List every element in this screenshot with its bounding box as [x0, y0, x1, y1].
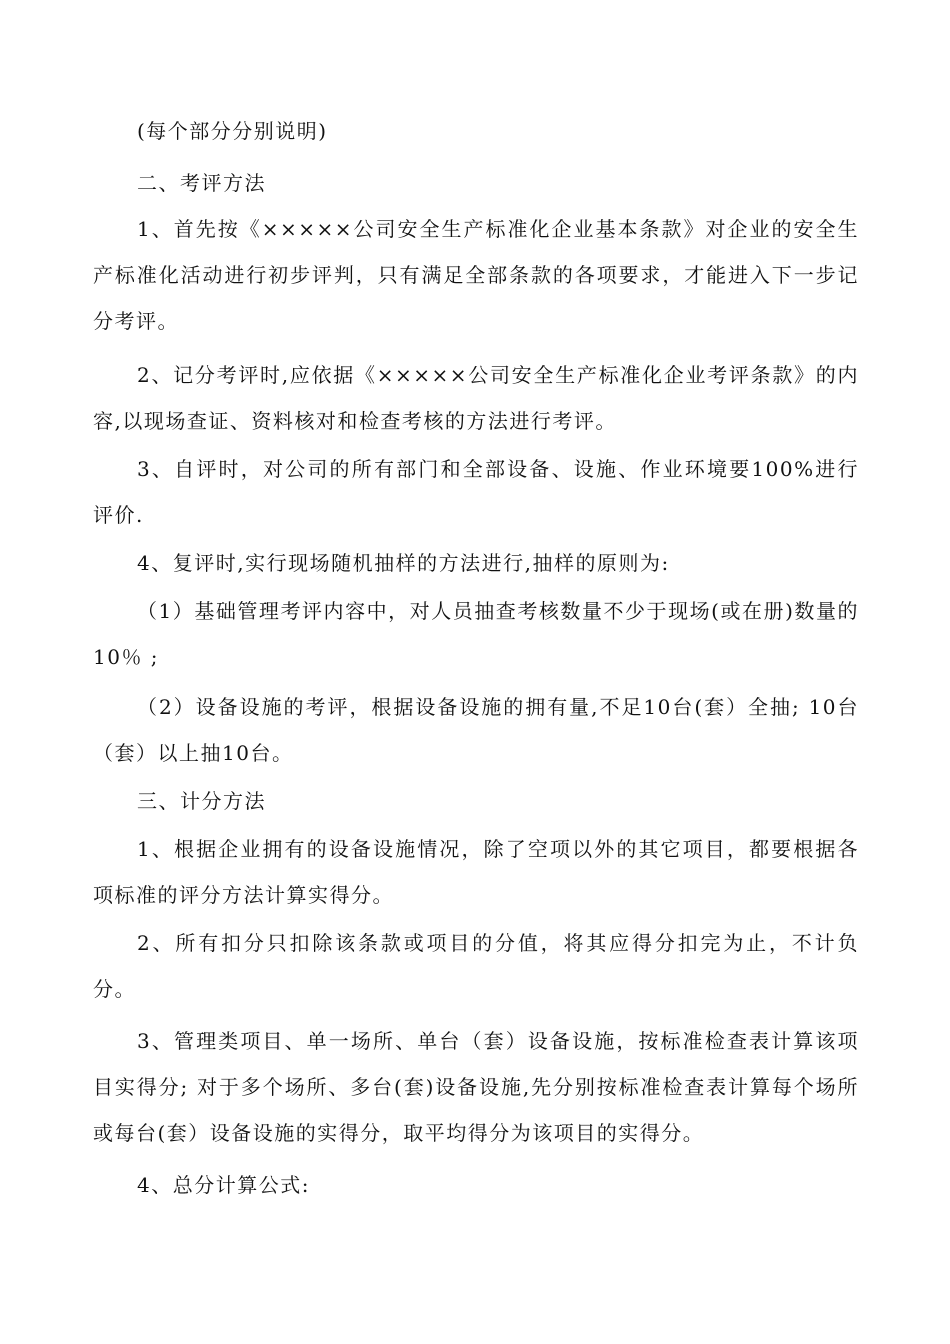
paragraph-sub-2: （2）设备设施的考评，根据设备设施的拥有量,不足10台(套）全抽; 10台（套）以上抽10台。 — [93, 695, 859, 765]
paragraph-sub-1: （1）基础管理考评内容中，对人员抽查考核数量不少于现场(或在册)数量的10％ ; — [93, 599, 859, 669]
paragraph-score-4: 4、总分计算公式: — [137, 1173, 310, 1197]
note-each-section: (每个部分分别说明) — [137, 119, 328, 143]
heading-evaluation-method: 二、考评方法 — [137, 171, 266, 195]
paragraph-item-3: 3、自评时，对公司的所有部门和全部设备、设施、作业环境要100%进行评价. — [93, 457, 859, 527]
heading-scoring-method: 三、计分方法 — [137, 789, 266, 813]
paragraph-score-3: 3、管理类项目、单一场所、单台（套）设备设施，按标准检查表计算该项目实得分; 对于多个场所、多台(套)设备设施,先分别按标准检查表计算每个场所或每台(套）设备设施的实得分，取平均得分为该项目的实得分。 — [93, 1029, 859, 1145]
paragraph-score-2: 2、所有扣分只扣除该条款或项目的分值，将其应得分扣完为止，不计负分。 — [93, 931, 859, 1001]
paragraph-item-2: 2、记分考评时,应依据《×××××公司安全生产标准化企业考评条款》的内容,以现场查证、资料核对和检查考核的方法进行考评。 — [93, 363, 859, 433]
paragraph-item-1: 1、首先按《×××××公司安全生产标准化企业基本条款》对企业的安全生产标准化活动进行初步评判，只有满足全部条款的各项要求，才能进入下一步记分考评。 — [93, 217, 859, 333]
paragraph-item-4: 4、复评时,实行现场随机抽样的方法进行,抽样的原则为: — [137, 551, 670, 575]
paragraph-score-1: 1、根据企业拥有的设备设施情况，除了空项以外的其它项目，都要根据各项标准的评分方法计算实得分。 — [93, 837, 859, 907]
